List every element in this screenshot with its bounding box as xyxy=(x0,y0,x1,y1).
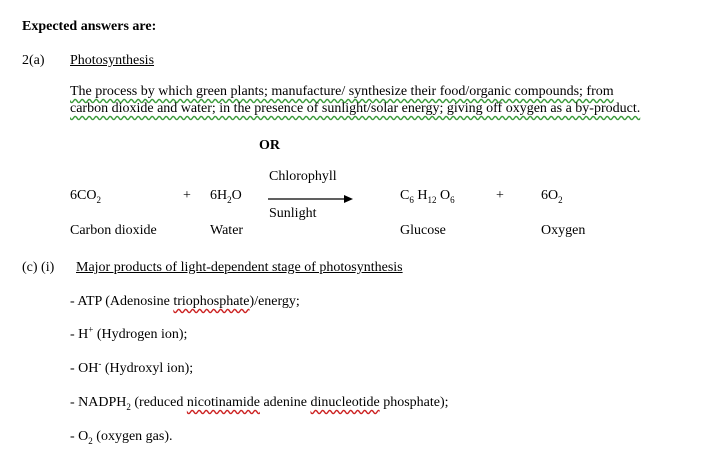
question-title-photosynthesis: Photosynthesis xyxy=(70,53,155,68)
definition-line-1: The process by which green plants; manufacture/ synthesize their food/organic compounds; from xyxy=(70,84,614,99)
label-oxygen: Oxygen xyxy=(541,223,586,238)
list-item-nadph: - $NADPH_2$ (reduced nicotinamide adenine dinucleotide phosphate); xyxy=(70,395,449,412)
or-separator: OR xyxy=(259,138,280,153)
question-title-light-dependent: Major products of light-dependent stage of photosynthesis xyxy=(76,260,403,275)
list-item-atp: - ATP (Adenosine triophosphate)/energy; xyxy=(70,294,300,309)
page-header: Expected answers are: xyxy=(22,19,157,34)
question-number-2a: 2(a) xyxy=(22,53,45,68)
reactant-h2o: $6H_2O$ xyxy=(210,188,242,205)
plus-sign-2: + xyxy=(496,188,504,203)
product-oxygen-formula: $6O_2$ xyxy=(541,188,563,205)
list-item-hydrogen-ion: - H+ (Hydrogen ion); xyxy=(70,324,188,342)
label-glucose: Glucose xyxy=(400,223,446,238)
label-carbon-dioxide: Carbon dioxide xyxy=(70,223,157,238)
arrow-label-chlorophyll: Chlorophyll xyxy=(269,169,337,184)
list-item-oxygen-gas: - $O_2$ (oxygen gas). xyxy=(70,429,173,446)
label-water: Water xyxy=(210,223,244,238)
reaction-arrow-icon xyxy=(268,194,353,204)
product-glucose-formula: $C_6$ $H_{12}$ $O_6$ xyxy=(400,188,455,205)
definition-line-2: carbon dioxide and water; in the presence of sunlight/solar energy; giving off oxygen as a by-product. xyxy=(70,101,641,116)
reactant-co2: $6CO_2$ xyxy=(70,188,101,205)
question-number-c-i: (c) (i) xyxy=(22,260,55,275)
plus-sign-1: + xyxy=(183,188,191,203)
arrow-label-sunlight: Sunlight xyxy=(269,206,317,221)
list-item-hydroxyl-ion: - OH- (Hydroxyl ion); xyxy=(70,358,194,376)
